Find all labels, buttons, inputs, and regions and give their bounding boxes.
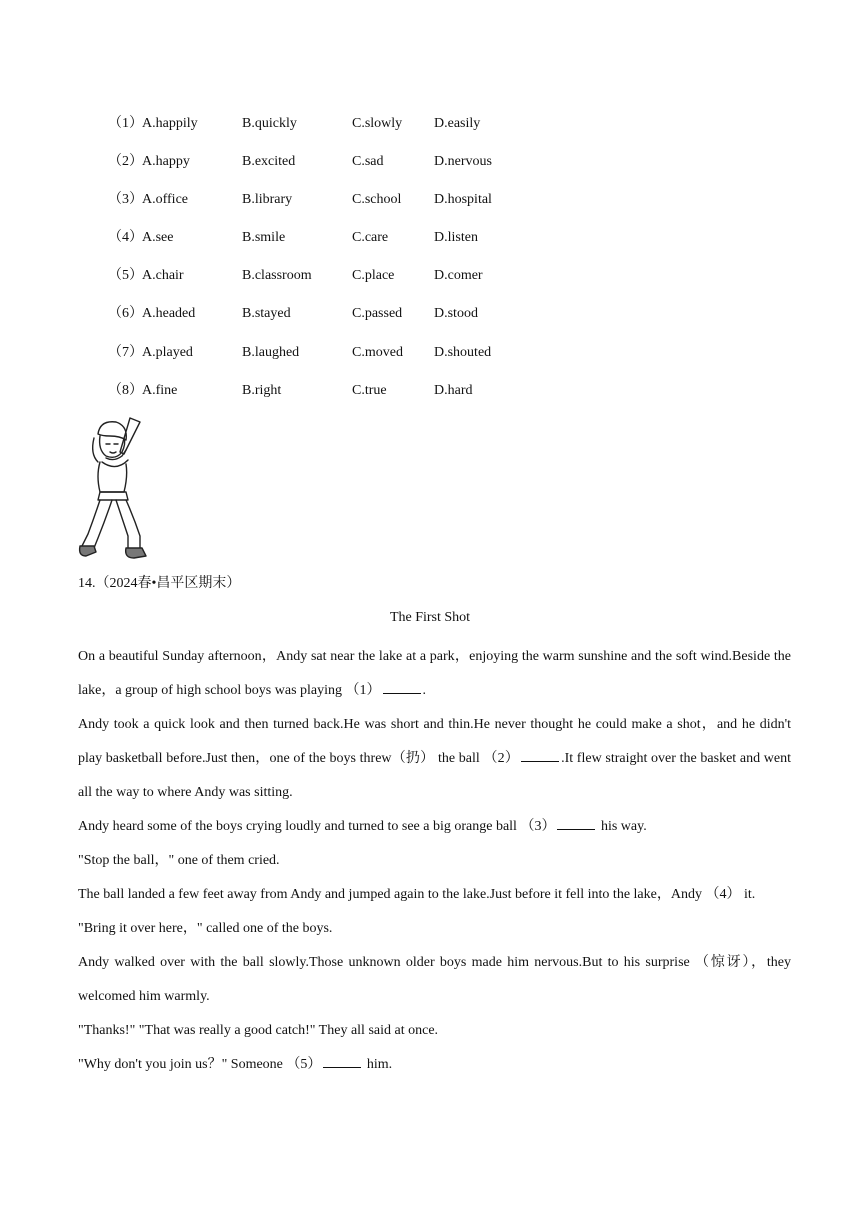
option-b: B.right xyxy=(242,382,282,398)
option-c: C.place xyxy=(352,268,395,284)
option-b: B.excited xyxy=(242,154,296,170)
question-number: （5） xyxy=(108,268,143,284)
passage-title: The First Shot xyxy=(389,610,471,625)
option-c: C.slowly xyxy=(352,116,403,131)
option-b: B.quickly xyxy=(242,116,297,131)
paragraph: Andy walked over with the ball slowly.Those unknown older boys made him nervous.But to his surprise （惊讶），they welcomed him warmly. xyxy=(78,955,791,1004)
paragraph: The ball landed a few feet away from Andy and jumped again to the lake.Just before it fell into the lake，Andy （4） it. xyxy=(78,887,756,902)
option-a: A.chair xyxy=(142,268,184,284)
question-number: （8） xyxy=(108,382,143,398)
option-a: A.headed xyxy=(142,306,196,322)
option-c: C.sad xyxy=(352,154,384,170)
option-d: D.hospital xyxy=(434,192,492,208)
answer-blank[interactable] xyxy=(521,747,559,762)
paragraph: "Stop the ball，" one of them cried. xyxy=(78,853,280,868)
option-c: C.school xyxy=(352,192,402,208)
option-d: D.comer xyxy=(434,268,483,284)
option-a: A.office xyxy=(142,192,188,208)
option-d: D.stood xyxy=(434,306,478,322)
paragraph: "Bring it over here，" called one of the boys. xyxy=(78,921,333,936)
baseball-player-illustration xyxy=(76,414,150,564)
paragraph: Andy heard some of the boys crying loudly and turned to see a big orange ball （3） his way. xyxy=(78,810,791,844)
question-header: 14.（2024春•昌平区期末） xyxy=(78,576,241,591)
option-d: D.listen xyxy=(434,230,478,246)
question-number: （2） xyxy=(108,154,143,170)
question-number: （3） xyxy=(108,192,143,208)
passage xyxy=(78,640,791,1082)
option-d: D.shouted xyxy=(434,344,492,360)
question-number: （4） xyxy=(108,230,143,246)
question-number: （1） xyxy=(108,116,143,131)
option-a: A.happily xyxy=(142,116,198,131)
option-b: B.stayed xyxy=(242,306,291,322)
option-a: A.see xyxy=(142,230,174,246)
option-a: A.fine xyxy=(142,382,178,398)
option-c: C.passed xyxy=(352,306,403,322)
paragraph: Andy took a quick look and then turned back.He was short and thin.He never thought he could make a shot，and he didn't play basketball before.Just then，one of the boys threw（扔） the ball （2） .It flew straight over the basket and went all the way to where Andy was sitting. xyxy=(78,717,792,800)
option-d: D.hard xyxy=(434,382,473,398)
question-number: （7） xyxy=(108,344,143,360)
paragraph: "Thanks!" "That was really a good catch!" They all said at once. xyxy=(78,1023,439,1038)
option-a: A.happy xyxy=(142,154,190,170)
option-d: D.nervous xyxy=(434,154,492,170)
answer-blank[interactable] xyxy=(323,1053,361,1068)
option-a: A.played xyxy=(142,344,193,360)
answer-blank[interactable] xyxy=(557,815,595,830)
option-b: B.library xyxy=(242,192,293,208)
paragraph: On a beautiful Sunday afternoon，Andy sat near the lake at a park，enjoying the warm sunshine and the soft wind.Beside the lake，a group of high school boys was playing （1） . xyxy=(78,649,791,698)
option-d: D.easily xyxy=(434,116,481,131)
option-b: B.laughed xyxy=(242,344,300,360)
question-number: （6） xyxy=(108,306,143,322)
option-c: C.true xyxy=(352,382,387,398)
option-b: B.smile xyxy=(242,230,286,246)
option-c: C.moved xyxy=(352,344,403,360)
answer-blank[interactable] xyxy=(383,679,421,694)
option-b: B.classroom xyxy=(242,268,312,284)
paragraph: "Why don't you join us？" Someone （5） him. xyxy=(78,1048,791,1082)
option-c: C.care xyxy=(352,230,389,246)
